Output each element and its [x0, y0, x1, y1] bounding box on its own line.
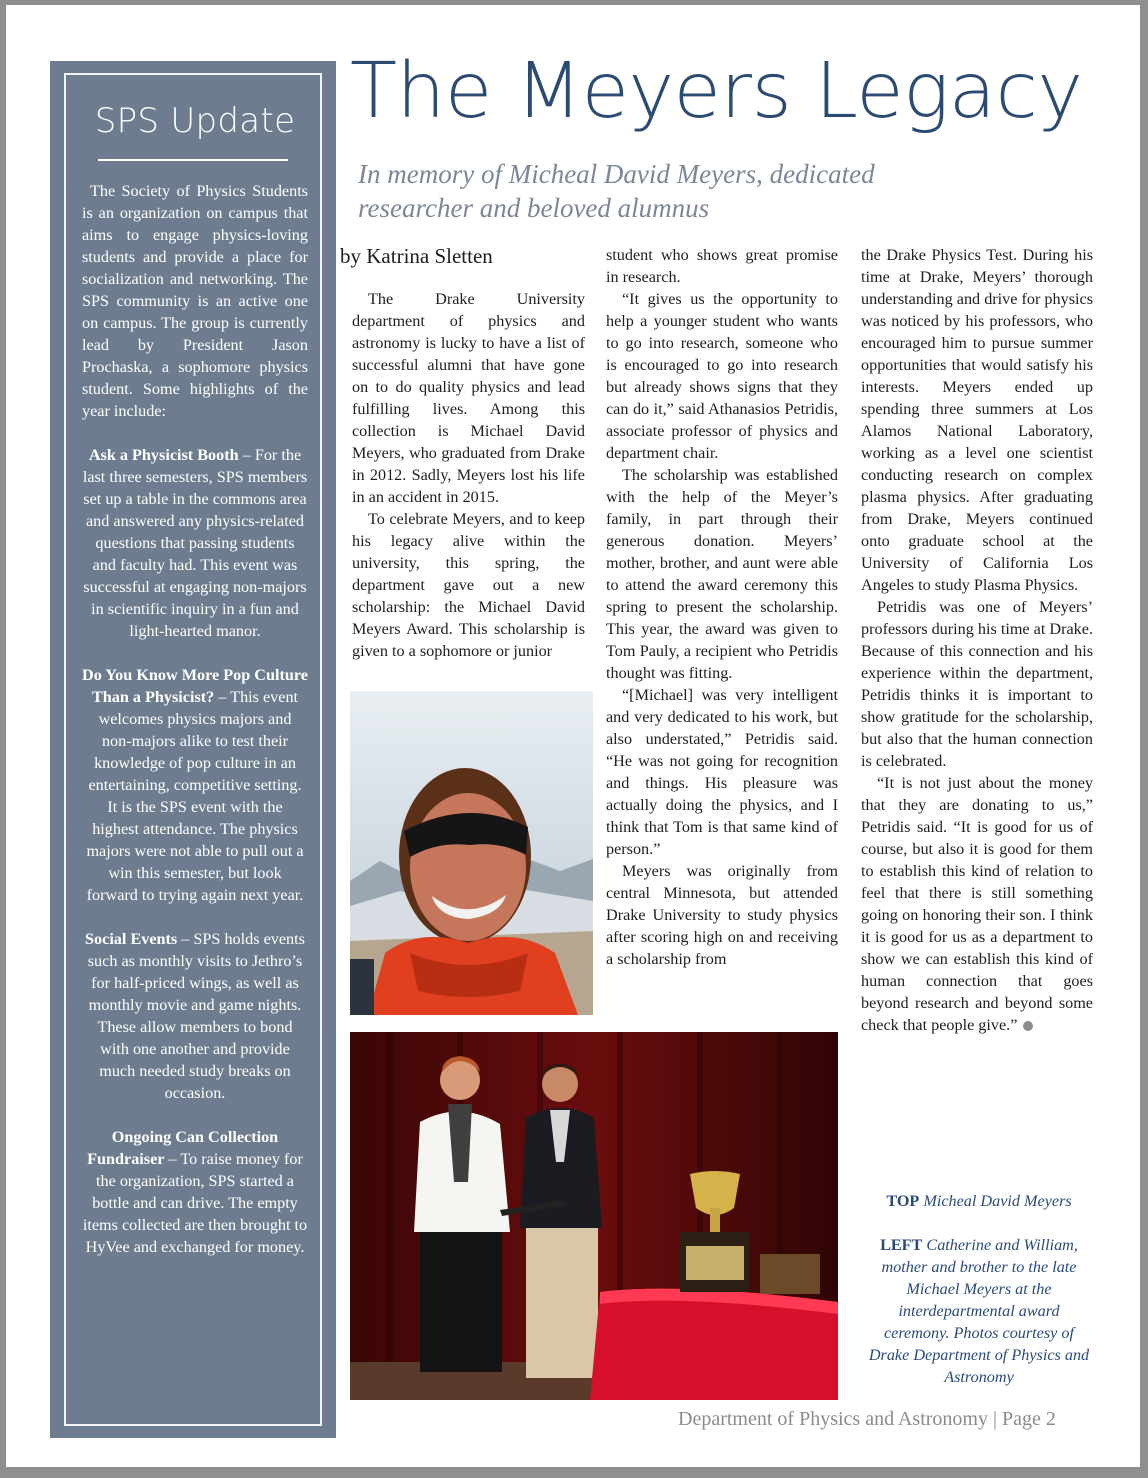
photo-captions: [864, 1190, 1094, 1388]
page-footer: Department of Physics and Astronomy | Page 2: [678, 1408, 1056, 1430]
photo-micheal-meyers: [350, 691, 593, 1015]
sidebar-item-can-collection: [82, 1126, 308, 1258]
photo-award-ceremony: [350, 1032, 838, 1400]
article-column-2: [606, 244, 838, 970]
sidebar-item-social-events: [82, 928, 308, 1104]
sidebar-item-heading: Ongoing Can Collection Fundraiser: [87, 1128, 279, 1168]
article-paragraph: Petridis was one of Meyers’ professors during his time at Drake. Because of this connection and his experience within the department, Petridis thinks it is important to show gratitude for the scholarship, but also that the human connection is celebrated.: [861, 598, 1093, 770]
caption-left: [864, 1234, 1094, 1388]
article-paragraph: The scholarship was established with the help of the Meyer’s family, in part through their generous donation. Meyers’ mother, brother, and aunt were able to attend the award ceremony this spring to present the scholarship. This year, the award was given to Tom Pauly, a recipient who Petridis thought was fitting.: [606, 466, 838, 682]
sidebar-item-heading: Ask a Physicist Booth: [88, 446, 239, 464]
article-byline: by Katrina Sletten: [340, 244, 493, 268]
caption-top: [864, 1190, 1094, 1212]
article-closing-quote: “It is not just about the money that they are donating to us,” Petridis said. “It is good for us of course, but also it is good for them to establish this kind of relation to feel that there is still something going on honoring their son. I think it is good for us as a department to show we can establish this kind of human connection that goes beyond research and beyond some check that people give.”: [861, 774, 1093, 1034]
caption-left-label: LEFT: [880, 1236, 923, 1254]
ceremony-illustration: [350, 1032, 838, 1400]
sidebar-title: SPS Update: [94, 101, 296, 141]
article-paragraph: “It gives us the opportunity to help a younger student who wants to go into research, someone who is encouraged to go into research but already shows signs that they can do it,” said Athanasios Petridis, associate professor of physics and department chair.: [606, 290, 838, 462]
article-paragraph: Meyers was originally from central Minnesota, but attended Drake University to study physics after scoring high on and receiving a scholarship from: [606, 862, 838, 968]
article-column-1: [352, 288, 585, 662]
sidebar-item-ask-a-physicist: [82, 444, 308, 642]
sidebar-item-heading: Social Events: [85, 930, 178, 948]
newsletter-page: [6, 5, 1140, 1467]
sidebar-title-rule: [98, 159, 288, 161]
article-paragraph: the Drake Physics Test. During his time at Drake, Meyers’ thorough understanding and drive for physics was noticed by his professors, who encouraged him to pursue summer opportunities that would satisfy his interests. Meyers ended up spending three summers at Los Alamos National Laboratory, working as a level one scientist conducting research on complex plasma physics. After graduating from Drake, Meyers continued onto graduate school at the University of California Los Angeles to study Plasma Physics.: [861, 246, 1093, 594]
article-subtitle: In memory of Micheal David Meyers, dedicated researcher and beloved alumnus: [358, 159, 875, 223]
article-paragraph: student who shows great promise in research.: [606, 246, 838, 286]
article-paragraph: [861, 772, 1093, 1036]
sidebar-item-text: – To raise money for the organization, SPS started a bottle and can drive. The empty items collected are then brought to HyVee and exchanged for money.: [82, 1150, 308, 1256]
portrait-illustration: [350, 691, 593, 1015]
sidebar-body: [82, 180, 308, 1258]
sidebar-intro: The Society of Physics Students is an organization on campus that aims to engage physics-loving students and provide a place for socialization and networking. The SPS community is an active one on campus. The group is currently lead by President Jason Prochaska, a sophomore physics student. Some highlights of the year include:: [82, 182, 308, 420]
article-paragraph: The Drake University department of physics and astronomy is lucky to have a list of successful alumni that have gone on to do quality physics and lead fulfilling lives. Among this collection is Michael David Meyers, who graduated from Drake in 2012. Sadly, Meyers lost his life in an accident in 2015.: [352, 290, 585, 506]
article-title: The Meyers Legacy: [350, 47, 1083, 136]
sidebar-item-pop-culture: [82, 664, 308, 906]
sidebar-item-text: – For the last three semesters, SPS members set up a table in the commons area and answered any physics-related questions that passing students and faculty had. This event was successful at engaging non-majors in scientific inquiry in a fun and light-hearted manor.: [82, 446, 308, 640]
end-of-article-icon: [1023, 1021, 1033, 1031]
sps-update-sidebar: [50, 61, 336, 1438]
article-column-3: [861, 244, 1093, 1036]
article-paragraph: To celebrate Meyers, and to keep his legacy alive within the university, this spring, the department gave out a new scholarship: the Michael David Meyers Award. This scholarship is given to a sophomore or junior: [352, 510, 585, 660]
caption-top-text: Micheal David Meyers: [923, 1192, 1072, 1210]
sidebar-frame: [64, 73, 322, 1426]
article-paragraph: “[Michael] was very intelligent and very dedicated to his work, but also understated,” Petridis said. “He was not going for recognition and things. His pleasure was actually doing the physics, and I think that Tom is that same kind of person.”: [606, 686, 838, 858]
caption-left-text: Catherine and William, mother and brother to the late Michael Meyers at the interdepartmental award ceremony. Photos courtesy of Drake Department of Physics and Astronomy: [868, 1236, 1090, 1386]
caption-top-label: TOP: [886, 1192, 920, 1210]
sidebar-item-heading: Do You Know More Pop Culture Than a Physicist?: [82, 666, 308, 706]
sidebar-item-text: – This event welcomes physics majors and non-majors alike to test their knowledge of pop culture in an entertaining, competitive setting. It is the SPS event with the highest attendance. The physics majors were not able to pull out a win this semester, but look forward to trying again next year.: [86, 688, 304, 904]
sidebar-item-text: – SPS holds events such as monthly visits to Jethro’s for half-priced wings, as well as monthly movie and game nights. These allow members to bond with one another and provide much needed study breaks on occasion.: [87, 930, 305, 1102]
